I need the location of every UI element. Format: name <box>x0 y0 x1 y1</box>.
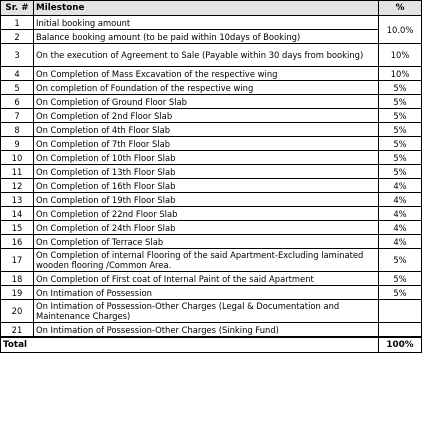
row-sr: 16 <box>1 235 34 249</box>
row-sr: 15 <box>1 221 34 235</box>
row-percent: 5% <box>379 151 422 165</box>
total-row <box>1 337 422 353</box>
row-milestone: On Completion of internal Flooring of the said Apartment-Excluding laminated wooden flooring /Common Area. <box>34 249 379 272</box>
table-row <box>1 95 422 109</box>
row-sr: 10 <box>1 151 34 165</box>
row-sr: 6 <box>1 95 34 109</box>
row-percent: 4% <box>379 221 422 235</box>
row-milestone: On Completion of 4th Floor Slab <box>34 123 379 137</box>
row-milestone: Balance booking amount (to be paid within 10days of Booking) <box>34 30 379 44</box>
row-milestone: On Intimation of Possession <box>34 286 379 300</box>
row-percent: 10.0% <box>379 16 422 44</box>
row-percent: 5% <box>379 123 422 137</box>
row-sr: 9 <box>1 137 34 151</box>
row-percent: 4% <box>379 235 422 249</box>
row-milestone: On Completion of 7th Floor Slab <box>34 137 379 151</box>
row-sr: 13 <box>1 193 34 207</box>
row-sr: 11 <box>1 165 34 179</box>
row-sr: 18 <box>1 272 34 286</box>
row-sr: 17 <box>1 249 34 272</box>
row-sr: 7 <box>1 109 34 123</box>
row-percent <box>379 323 422 338</box>
row-sr: 19 <box>1 286 34 300</box>
row-sr: 3 <box>1 44 34 67</box>
row-milestone: Initial booking amount <box>34 16 379 30</box>
row-milestone: On Completion of 24th Floor Slab <box>34 221 379 235</box>
row-sr: 8 <box>1 123 34 137</box>
row-percent: 5% <box>379 137 422 151</box>
row-percent: 5% <box>379 95 422 109</box>
table-row <box>1 81 422 95</box>
table-row <box>1 109 422 123</box>
row-percent: 5% <box>379 165 422 179</box>
table-row <box>1 137 422 151</box>
row-milestone: On Completion of 19th Floor Slab <box>34 193 379 207</box>
header-milestone: Milestone <box>34 1 379 16</box>
total-percent: 100% <box>379 337 422 353</box>
table-row <box>1 272 422 286</box>
row-percent: 4% <box>379 179 422 193</box>
row-milestone: On Intimation of Possession-Other Charges (Legal & Documentation and Maintenance Charges) <box>34 300 379 323</box>
row-sr: 12 <box>1 179 34 193</box>
row-milestone: On Completion of Mass Excavation of the respective wing <box>34 67 379 81</box>
table-row <box>1 67 422 81</box>
table-row <box>1 323 422 338</box>
row-sr: 14 <box>1 207 34 221</box>
header-percent: % <box>379 1 422 16</box>
header-sr: Sr. # <box>1 1 34 16</box>
total-label: Total <box>1 337 379 353</box>
row-milestone: On Completion of 13th Floor Slab <box>34 165 379 179</box>
row-sr: 2 <box>1 30 34 44</box>
table-row <box>1 151 422 165</box>
row-sr: 20 <box>1 300 34 323</box>
row-sr: 21 <box>1 323 34 338</box>
row-sr: 4 <box>1 67 34 81</box>
row-sr: 5 <box>1 81 34 95</box>
table-row <box>1 207 422 221</box>
table-row <box>1 286 422 300</box>
header-row <box>1 1 422 16</box>
row-percent: 5% <box>379 81 422 95</box>
row-percent <box>379 300 422 323</box>
table-row <box>1 179 422 193</box>
row-milestone: On Completion of 16th Floor Slab <box>34 179 379 193</box>
table-row <box>1 44 422 67</box>
table-row <box>1 16 422 30</box>
row-milestone: On Completion of First coat of Internal Paint of the said Apartment <box>34 272 379 286</box>
row-milestone: On Completion of 22nd Floor Slab <box>34 207 379 221</box>
table-row <box>1 30 422 44</box>
row-percent: 4% <box>379 193 422 207</box>
table-row <box>1 249 422 272</box>
row-milestone: On the execution of Agreement to Sale (Payable within 30 days from booking) <box>34 44 379 67</box>
row-sr: 1 <box>1 16 34 30</box>
row-percent: 5% <box>379 286 422 300</box>
row-milestone: On Intimation of Possession-Other Charges (Sinking Fund) <box>34 323 379 338</box>
row-milestone: On completion of Foundation of the respective wing <box>34 81 379 95</box>
table-row <box>1 193 422 207</box>
row-milestone: On Completion of Ground Floor Slab <box>34 95 379 109</box>
row-percent: 4% <box>379 207 422 221</box>
row-milestone: On Completion of Terrace Slab <box>34 235 379 249</box>
row-percent: 10% <box>379 67 422 81</box>
row-milestone: On Completion of 10th Floor Slab <box>34 151 379 165</box>
row-percent: 5% <box>379 109 422 123</box>
table-row <box>1 165 422 179</box>
row-milestone: On Completion of 2nd Floor Slab <box>34 109 379 123</box>
table-row <box>1 235 422 249</box>
row-percent: 5% <box>379 249 422 272</box>
row-percent: 5% <box>379 272 422 286</box>
table-row <box>1 123 422 137</box>
table-row <box>1 300 422 323</box>
table-row <box>1 221 422 235</box>
row-percent: 10% <box>379 44 422 67</box>
